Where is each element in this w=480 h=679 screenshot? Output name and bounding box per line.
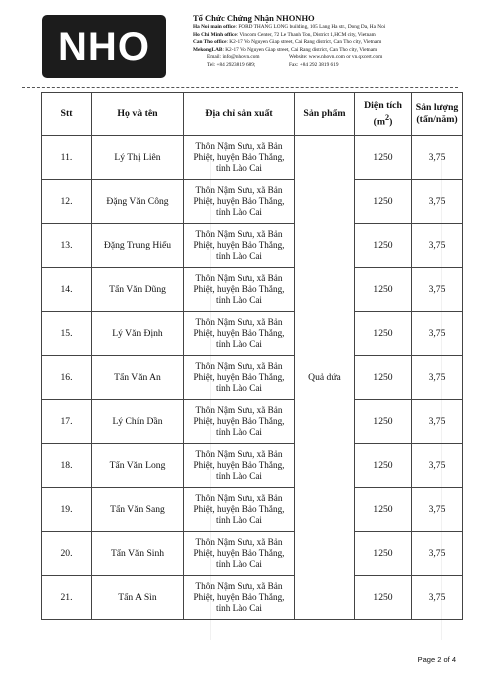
cell-output: 3,75 <box>412 180 463 224</box>
cell-stt: 17. <box>42 400 92 444</box>
office-address: FORD THANG LONG building, 105 Lang Ha str., Dong Da, Ha Noi <box>238 24 386 30</box>
cell-area: 1250 <box>355 268 412 312</box>
cell-address <box>184 268 295 312</box>
address-line: Phiệt, huyện Bảo Thắng, <box>193 283 285 294</box>
col-name: Họ và tên <box>92 93 184 136</box>
address-line: Thôn Nậm Sưu, xã Bản <box>195 140 283 151</box>
address-line: tỉnh Lào Cai <box>216 515 262 526</box>
telephone: Tel: +84 2923819 689; <box>207 61 256 68</box>
office-line-cantho: Can Tho office: K2-17 Vo Nguyen Giap street, Cai Rang district, Can Tho city, Vietnam <box>193 39 382 46</box>
cell-address <box>184 488 295 532</box>
address-line: Phiệt, huyện Bảo Thắng, <box>193 503 285 514</box>
address-line: Phiệt, huyện Bảo Thắng, <box>193 195 285 206</box>
address-line: Phiệt, huyện Bảo Thắng, <box>193 239 285 250</box>
contact-line-2 <box>193 62 468 70</box>
cell-stt: 21. <box>42 576 92 620</box>
address-line: tỉnh Lào Cai <box>216 295 262 306</box>
cell-stt: 19. <box>42 488 92 532</box>
website: Website: www.nhovn.com or vn.qxcert.com <box>289 54 383 61</box>
cell-address <box>184 180 295 224</box>
cell-area: 1250 <box>355 224 412 268</box>
area-unit-close: ) <box>389 116 393 128</box>
cell-stt: 16. <box>42 356 92 400</box>
cell-area: 1250 <box>355 136 412 180</box>
address-line: tỉnh Lào Cai <box>216 471 262 482</box>
cell-output: 3,75 <box>412 224 463 268</box>
cell-area: 1250 <box>355 532 412 576</box>
address-line: Thôn Nậm Sưu, xã Bản <box>195 580 283 591</box>
cell-stt: 20. <box>42 532 92 576</box>
cell-stt: 18. <box>42 444 92 488</box>
address-line: tỉnh Lào Cai <box>216 163 262 174</box>
cell-output: 3,75 <box>412 532 463 576</box>
table-row <box>42 268 463 312</box>
address-line: Phiệt, huyện Bảo Thắng, <box>193 151 285 162</box>
col-area <box>355 93 412 136</box>
cell-area: 1250 <box>355 576 412 620</box>
address-line: Phiệt, huyện Bảo Thắng, <box>193 591 285 602</box>
address-line: tỉnh Lào Cai <box>216 251 262 262</box>
address-line: Thôn Nậm Sưu, xã Bản <box>195 448 283 459</box>
output-label: Sản lượng <box>415 102 459 113</box>
col-address: Địa chỉ sản xuất <box>184 93 295 136</box>
logo-text: NHO <box>58 24 150 69</box>
page-number: Page 2 of 4 <box>417 655 456 664</box>
address-line: Thôn Nậm Sưu, xã Bản <box>195 492 283 503</box>
cell-name: Đặng Văn Công <box>92 180 184 224</box>
table-row <box>42 532 463 576</box>
cell-stt: 12. <box>42 180 92 224</box>
area-unit-base: (m <box>373 116 386 128</box>
office-line-hcm: Ho Chi Minh office: Vincom Center, 72 Le Thanh Ton, District 1,HCM city, Vietnam <box>193 31 376 38</box>
cell-name: Đặng Trung Hiếu <box>92 224 184 268</box>
header-divider <box>22 87 458 88</box>
fax: Fax: +84 292 3819 619 <box>289 61 339 68</box>
cell-name: Tẩn Văn Dũng <box>92 268 184 312</box>
table-row <box>42 444 463 488</box>
address-line: Thôn Nậm Sưu, xã Bản <box>195 228 283 239</box>
office-label: MekongLAB <box>193 46 223 53</box>
table-row <box>42 576 463 620</box>
address-line: tỉnh Lào Cai <box>216 603 262 614</box>
cell-address <box>184 224 295 268</box>
table-row <box>42 356 463 400</box>
address-line: Thôn Nậm Sưu, xã Bản <box>195 272 283 283</box>
address-line: Phiệt, huyện Bảo Thắng, <box>193 371 285 382</box>
cell-name: Tẩn Văn Long <box>92 444 184 488</box>
cell-area: 1250 <box>355 312 412 356</box>
letterhead <box>193 12 468 70</box>
address-line: Thôn Nậm Sưu, xã Bản <box>195 536 283 547</box>
cell-name: Tẩn Văn Sang <box>92 488 184 532</box>
address-line: tỉnh Lào Cai <box>216 339 262 350</box>
table-row <box>42 312 463 356</box>
cell-name: Lý Văn Định <box>92 312 184 356</box>
cell-name: Lý Chín Dần <box>92 400 184 444</box>
office-line-hanoi: Ha Noi main office: FORD THANG LONG building, 105 Lang Ha str., Dong Da, Ha Noi <box>193 24 386 30</box>
address-line: Thôn Nậm Sưu, xã Bản <box>195 360 283 371</box>
cell-address <box>184 576 295 620</box>
producer-table <box>41 92 463 620</box>
table-row <box>42 400 463 444</box>
cell-address <box>184 356 295 400</box>
cell-area: 1250 <box>355 488 412 532</box>
office-address: K2-17 Vo Nguyen Giap street, Cai Rang district, Can Tho city, Vietnam <box>225 46 378 53</box>
office-address: K2-17 Vo Nguyen Giap street, Cai Rang district, Can Tho city, Vietnam <box>229 39 382 46</box>
cell-address <box>184 136 295 180</box>
col-stt: Stt <box>42 93 92 136</box>
cell-stt: 14. <box>42 268 92 312</box>
table-row <box>42 224 463 268</box>
cell-stt: 11. <box>42 136 92 180</box>
cell-name: Tẩn Văn Sinh <box>92 532 184 576</box>
nho-logo <box>42 15 166 78</box>
contact-line-1 <box>193 54 468 62</box>
office-address: Vincom Center, 72 Le Thanh Ton, District 1,HCM city, Vietnam <box>239 31 376 38</box>
table-row <box>42 136 463 180</box>
address-line: Phiệt, huyện Bảo Thắng, <box>193 459 285 470</box>
area-unit-sup: 2 <box>385 112 390 122</box>
area-label: Diện tích <box>364 99 402 111</box>
address-line: Thôn Nậm Sưu, xã Bản <box>195 316 283 327</box>
table-header-row <box>42 93 463 136</box>
cell-output: 3,75 <box>412 268 463 312</box>
cell-address <box>184 400 295 444</box>
office-line-mekonglab: MekongLAB: K2-17 Vo Nguyen Giap street, Cai Rang district, Can Tho city, Vietnam <box>193 46 378 53</box>
cell-output: 3,75 <box>412 488 463 532</box>
cell-address <box>184 444 295 488</box>
office-label: Ha Noi main office <box>193 24 236 30</box>
address-line: Phiệt, huyện Bảo Thắng, <box>193 547 285 558</box>
cell-area: 1250 <box>355 180 412 224</box>
cell-output: 3,75 <box>412 356 463 400</box>
cell-output: 3,75 <box>412 576 463 620</box>
cell-output: 3,75 <box>412 136 463 180</box>
org-name: Tổ Chức Chứng Nhận NHONHO <box>193 13 315 23</box>
table-row <box>42 180 463 224</box>
cell-area: 1250 <box>355 356 412 400</box>
cell-address <box>184 532 295 576</box>
cell-name: Tẩn Văn An <box>92 356 184 400</box>
cell-output: 3,75 <box>412 444 463 488</box>
address-line: Phiệt, huyện Bảo Thắng, <box>193 415 285 426</box>
col-product: Sản phẩm <box>295 93 355 136</box>
cell-output: 3,75 <box>412 400 463 444</box>
cell-stt: 15. <box>42 312 92 356</box>
office-label: Ho Chi Minh office <box>193 31 237 38</box>
address-line: tỉnh Lào Cai <box>216 383 262 394</box>
address-line: tỉnh Lào Cai <box>216 427 262 438</box>
cell-name: Lý Thị Liên <box>92 136 184 180</box>
output-unit: (tấn/năm) <box>416 114 458 125</box>
address-line: tỉnh Lào Cai <box>216 207 262 218</box>
cell-output: 3,75 <box>412 312 463 356</box>
address-line: Thôn Nậm Sưu, xã Bản <box>195 404 283 415</box>
address-line: tỉnh Lào Cai <box>216 559 262 570</box>
cell-stt: 13. <box>42 224 92 268</box>
office-label: Can Tho office <box>193 39 227 46</box>
cell-area: 1250 <box>355 400 412 444</box>
cell-area: 1250 <box>355 444 412 488</box>
cell-address <box>184 312 295 356</box>
cell-product: Quả dứa <box>295 136 355 620</box>
col-output <box>412 93 463 136</box>
table-row <box>42 488 463 532</box>
address-line: Phiệt, huyện Bảo Thắng, <box>193 327 285 338</box>
address-line: Thôn Nậm Sưu, xã Bản <box>195 184 283 195</box>
cell-name: Tẩn A Sìn <box>92 576 184 620</box>
email: Email: info@nhovn.com <box>207 54 260 61</box>
